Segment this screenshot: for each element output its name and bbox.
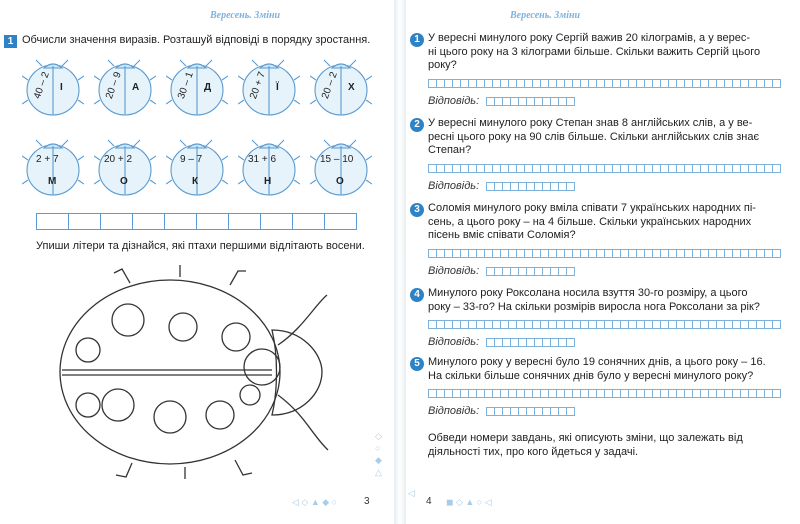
task-line: Минулого року у вересні було 19 сонячних днів, а цього року – 16. [428,356,766,368]
task-number-circle[interactable]: 2 [410,118,424,132]
task-line: ресні цього року на 90 слів більше. Скільки англійських слів знає [428,130,760,143]
expression-label: 9 – 7 [180,154,203,165]
letter-label: О [336,176,344,187]
ladybug-card [310,58,380,118]
ladybug-card [310,138,380,198]
answer-grid[interactable] [486,338,574,347]
decorative-shapes: ◇ ○ ◆ △ [375,431,382,477]
answer-label: Відповідь: [428,179,480,192]
letter-box[interactable] [228,213,261,230]
left-page [0,0,394,524]
task-text: Обчисли значення виразів. Розташуй відповіді в порядку зростання. [22,34,371,46]
ladybug-outline-drawing [40,265,370,480]
letter-box[interactable] [260,213,293,230]
ladybug-row-1 [22,58,382,118]
answer-grid[interactable] [486,267,574,276]
task-line: Минулого року Роксолана носила взуття 30-го розміру, а цього [428,287,748,299]
task-text [428,356,790,383]
answer-letter-boxes [36,213,356,230]
letter-label: А [132,82,140,93]
letter-box[interactable] [68,213,101,230]
ladybug-card [22,58,92,118]
ladybug-card [166,138,236,198]
page-number: 4 [426,496,432,507]
task-line: сень, а цього року – на 4 більше. Скільки українських народних [428,215,752,228]
closing-line: діяльності тих, про кого йдеться у задачі. [428,445,639,458]
letter-label: К [192,176,199,187]
task-text [428,202,790,243]
expression-label: 20 + 7 [248,70,269,101]
task-line: року? [428,59,457,71]
task-line: ні цього року на 3 кілограми більше. Скільки важить Сергій цього [428,45,761,58]
solution-grid[interactable] [428,79,780,88]
right-page-header: Вересень. Зміни [510,10,581,21]
letter-box[interactable] [100,213,133,230]
letter-box[interactable] [324,213,357,230]
ladybug-card [94,58,164,118]
task-text [428,117,790,158]
expression-label: 20 – 2 [319,70,340,101]
ladybug-card [166,58,236,118]
letter-box[interactable] [36,213,69,230]
ladybug-card [22,138,92,198]
task-line: У вересні минулого року Сергій важив 20 кілограмів, а у верес- [428,32,751,44]
footer-decorative-shapes-2: ◼ ◇ ▲ ○ ◁ [446,497,492,507]
page-number: 3 [364,496,370,507]
task-number-circle[interactable]: 3 [410,203,424,217]
expression-label: 15 – 10 [320,154,354,165]
closing-instruction [428,432,790,459]
task-text [428,287,790,314]
ladybug-card [238,138,308,198]
solution-grid[interactable] [428,320,780,329]
book-spine [394,0,406,524]
solution-grid[interactable] [428,164,780,173]
answer-grid[interactable] [486,97,574,106]
letter-box[interactable] [132,213,165,230]
answer-grid[interactable] [486,407,574,416]
footer-decorative-shapes: ◁ [408,488,415,498]
expression-label: 30 – 1 [175,70,196,101]
task-number-circle[interactable]: 5 [410,357,424,371]
footer-decorative-shapes: ◁ ◇ ▲ ◆ ○ [292,497,338,507]
ladybug-row-2 [22,138,382,198]
solution-grid[interactable] [428,389,780,398]
solution-grid[interactable] [428,249,780,258]
letter-label: М [48,176,57,187]
letter-box[interactable] [196,213,229,230]
letter-box[interactable] [292,213,325,230]
expression-label: 2 + 7 [36,154,59,165]
answer-label: Відповідь: [428,336,480,348]
instruction-text: Упиши літери та дізнайся, які птахи першими відлітають восени. [36,240,365,252]
task-line: року – 33-го? На скільки розмірів виросла нога Роксолани за рік? [428,300,760,313]
task-number-circle[interactable]: 1 [410,33,424,47]
task-number-badge: 1 [4,35,17,48]
left-page-header: Вересень. Зміни [210,10,281,21]
expression-label: 20 – 9 [103,70,124,101]
task-text [428,32,790,73]
letter-label: Н [264,176,272,187]
expression-label: 31 + 6 [248,154,277,165]
answer-label: Відповідь: [428,405,480,417]
task-line: У вересні минулого року Степан знав 8 англійських слів, а у ве- [428,117,753,129]
task-number-circle[interactable]: 4 [410,288,424,302]
letter-label: Д [204,82,212,93]
right-page [406,0,800,524]
task-line: Степан? [428,144,472,156]
task-line: Соломія минулого року вміла співати 7 українських народних пі- [428,202,756,214]
task-line: пісень вміє співати Соломія? [428,229,576,241]
letter-label: О [120,176,128,187]
answer-grid[interactable] [486,182,574,191]
ladybug-card [94,138,164,198]
ladybug-card [238,58,308,118]
expression-label: 40 – 2 [31,70,52,101]
letter-label: Х [348,82,355,93]
expression-label: 20 + 2 [104,154,133,165]
answer-label: Відповідь: [428,264,480,277]
letter-label: І [60,82,63,93]
answer-label: Відповідь: [428,94,480,107]
task-line: На скільки більше сонячних днів було у вересні минулого року? [428,369,754,382]
letter-box[interactable] [164,213,197,230]
closing-line: Обведи номери завдань, які описують зміни, що залежать від [428,432,743,444]
letter-label: Ї [276,82,279,93]
